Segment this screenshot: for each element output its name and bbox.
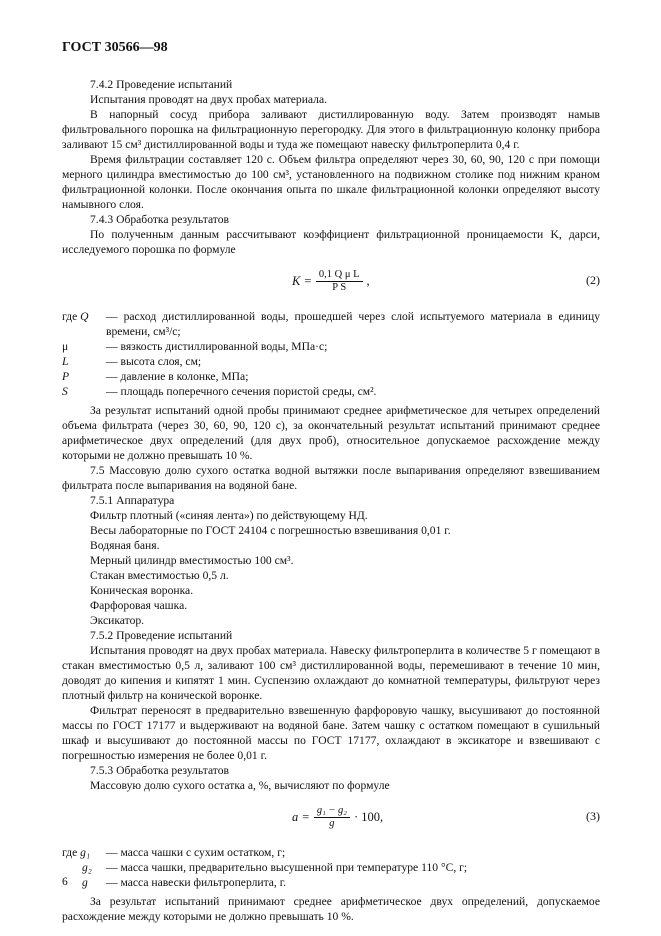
paragraph: Массовую долю сухого остатка a, %, вычисляют по формуле [90,779,390,792]
section-heading-7-5-2: 7.5.2 Проведение испытаний [90,629,233,642]
document-header: ГОСТ 30566—98 [62,40,168,55]
equipment-item: Водяная баня. [90,539,160,552]
formula-tail: , [366,274,370,288]
definition-text: — высота слоя, см; [106,355,202,368]
formula-numerator: 0,1 Q μ L [316,269,363,282]
definition-symbol: P [62,370,70,383]
definition-text: — площадь поперечного сечения пористой среды, см². [106,385,377,398]
formula-lhs: K = [292,274,312,288]
section-heading-7-4-3: 7.4.3 Обработка результатов [90,213,229,226]
paragraph: Время фильтрации составляет 120 с. Объем фильтра определяют через 30, 60, 90, 120 с при помощи мерного цилиндра вместимостью до 100 см³, установленного на подвижном столике под нижним краном фильтрационной колонки. После окончания опыта по шкале фильтрационной колонки определяют высоту намывного слоя. [62,153,600,211]
definition-symbol: μ [62,340,69,353]
definition-symbol: где Q [62,310,89,323]
definition-row [62,384,600,399]
paragraph: За результат испытаний одной пробы принимают среднее арифметическое для четырех определений объема фильтрата (через 30, 60, 90, 120 с), за окончательный результат испытаний принимают среднее арифметическое двух определений (для двух проб), относительное допускаемое расхождение между которыми не должно превышать 10 %. [62,404,600,462]
formula-lhs: a = [292,810,310,824]
formula-denominator: P S [332,282,347,293]
definition-text: — расход дистиллированной воды, прошедшей через слой испытуемого материала в единицу времени, см³/с; [106,310,600,338]
definition-text: — масса чашки с сухим остатком, г; [106,846,286,859]
definition-text: — масса чашки, предварительно высушенной при температуре 110 °С, г; [106,861,468,874]
definition-symbol: S [62,385,68,398]
formula-denominator: g [329,818,335,829]
definition-symbol: g₂ [82,861,92,874]
paragraph: В напорный сосуд прибора заливают дистиллированную воду. Затем производят намыв фильтровального порошка на фильтрационную перегородку. Для этого в фильтрационную колонку прибора заливают 15 см³ дистиллированной воды и туда же помещают навеску фильтроперлита 0,4 г. [62,108,600,151]
definition-row [62,845,600,860]
definition-text: — масса навески фильтроперлита, г. [106,876,287,889]
definition-row [62,339,600,354]
formula-number: (2) [586,273,600,287]
equipment-item: Стакан вместимостью 0,5 л. [90,569,229,582]
document-body [62,77,600,924]
section-heading-7-5-3: 7.5.3 Обработка результатов [90,764,229,777]
section-heading-7-5-1: 7.5.1 Аппаратура [90,494,175,507]
formula-3 [62,799,600,837]
paragraph: 7.5 Массовую долю сухого остатка водной вытяжки после выпаривания определяют взвешиванием фильтрата после выпаривания на водяной бане. [62,464,600,492]
definition-row [62,875,600,890]
formula-tail: · 100, [353,810,384,824]
definition-text: — давление в колонке, МПа; [106,370,249,383]
paragraph: Испытания проводят на двух пробах материала. [90,93,328,106]
paragraph: За результат испытаний принимают среднее арифметическое двух определений, допускаемое расхождение между которыми не должно превышать 10 %. [62,895,600,923]
definition-row [62,860,600,875]
formula-number: (3) [586,809,600,823]
definition-text: — вязкость дистиллированной воды, МПа·с; [106,340,328,353]
formula-2 [62,263,600,301]
variable-definitions-2 [62,309,600,399]
definition-row [62,369,600,384]
section-heading-7-4-2: 7.4.2 Проведение испытаний [90,78,233,91]
equipment-item: Эксикатор. [90,614,145,627]
formula-numerator: g₁ − g₂ [314,805,350,818]
paragraph: Испытания проводят на двух пробах материала. Навеску фильтроперлита в количестве 5 г помещают в стакан вместимостью 0,5 л, заливают 100 см³ дистиллированной воды, перемешивают в течение 10 мин, доводят до кипения и кипятят 1 мин. Суспензию охлаждают до комнатной температуры, фильтруют через плотный фильтр на конической воронке. [62,644,600,702]
equipment-item: Мерный цилиндр вместимостью 100 см³. [90,554,294,567]
definition-symbol: где g₁ [62,846,90,859]
paragraph: По полученным данным рассчитывают коэффициент фильтрационной проницаемости K, дарси, исследуемого порошка по формуле [62,228,600,256]
definition-symbol: g [82,876,88,889]
paragraph: Фильтрат переносят в предварительно взвешенную фарфоровую чашку, высушивают до постоянной массы по ГОСТ 17177 и выдерживают на водяной бане. Затем чашку с остатком помещают в сушильный шкаф и высушивают до постоянной массы по ГОСТ 17177, охлаждают в эксикаторе и взвешивают с погрешностью измерения не более 0,01 г. [62,704,600,762]
equipment-item: Коническая воронка. [90,584,194,597]
definition-symbol: L [62,355,69,368]
definition-row [62,354,600,369]
equipment-item: Фарфоровая чашка. [90,599,188,612]
formula-fraction [314,805,350,830]
formula-fraction [316,269,363,294]
variable-definitions-3 [62,845,600,890]
equipment-item: Фильтр плотный («синяя лента») по действующему НД. [90,509,368,522]
page-number: 6 [62,876,68,888]
equipment-item: Весы лабораторные по ГОСТ 24104 с погрешностью взвешивания 0,01 г. [90,524,451,537]
definition-row [62,309,600,339]
